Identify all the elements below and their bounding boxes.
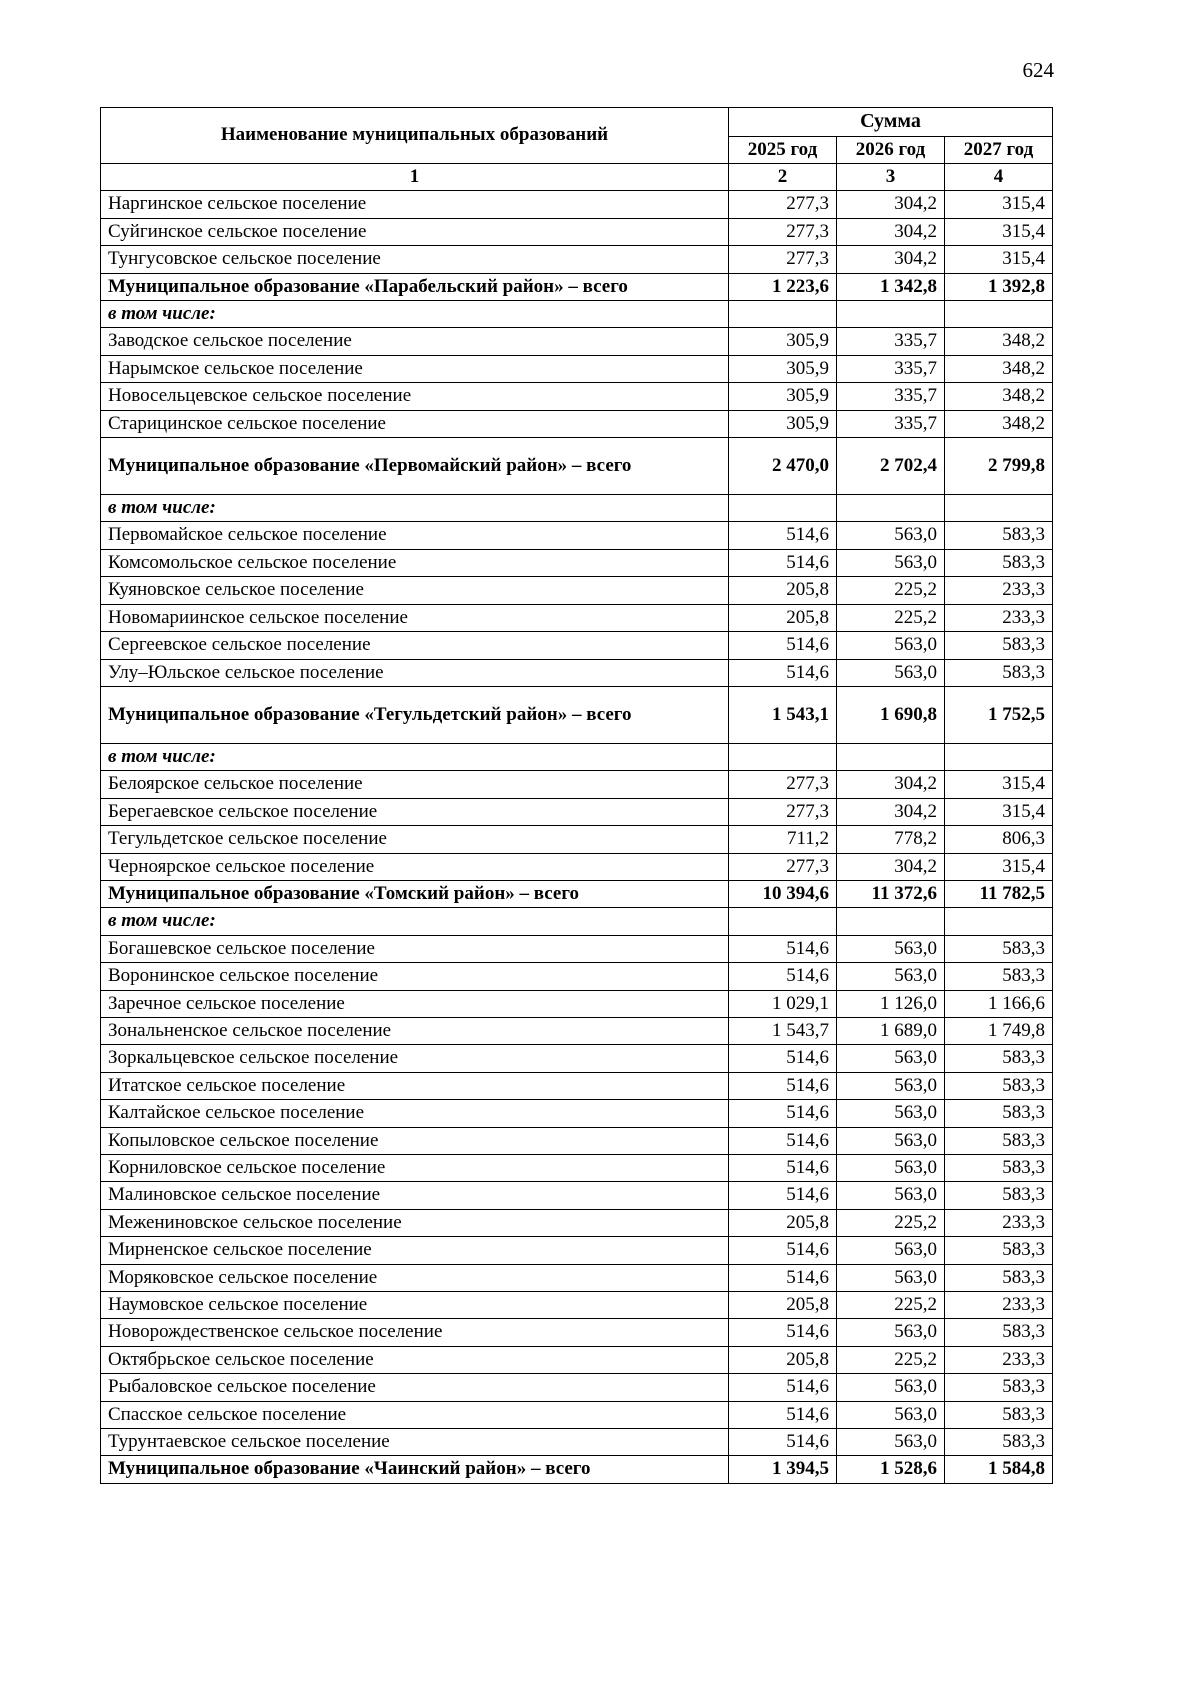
table-row xyxy=(101,577,1053,604)
row-value-2026: 563,0 xyxy=(837,1072,945,1099)
row-name: Улу–Юльское сельское поселение xyxy=(101,659,729,686)
table-row xyxy=(101,798,1053,825)
row-value-2026: 304,2 xyxy=(837,218,945,245)
table-row xyxy=(101,632,1053,659)
row-name: Белоярское сельское поселение xyxy=(101,771,729,798)
row-name: Наргинское сельское поселение xyxy=(101,191,729,218)
row-name: Муниципальное образование «Парабельский район» – всего xyxy=(101,273,729,300)
table-row xyxy=(101,246,1053,273)
row-value-2026: 563,0 xyxy=(837,1264,945,1291)
row-value-2025: 1 223,6 xyxy=(729,273,837,300)
row-value-2025: 514,6 xyxy=(729,1374,837,1401)
table-row xyxy=(101,826,1053,853)
page-number: 624 xyxy=(1022,58,1054,82)
row-value-2027: 583,3 xyxy=(945,1264,1053,1291)
subheader-blank-cell xyxy=(945,301,1053,328)
row-value-2025: 205,8 xyxy=(729,1209,837,1236)
row-value-2027: 583,3 xyxy=(945,1401,1053,1428)
row-name: Новомариинское сельское поселение xyxy=(101,604,729,631)
row-name: Нарымское сельское поселение xyxy=(101,355,729,382)
row-value-2025: 205,8 xyxy=(729,604,837,631)
row-value-2026: 563,0 xyxy=(837,1319,945,1346)
row-value-2026: 304,2 xyxy=(837,853,945,880)
row-value-2027: 1 166,6 xyxy=(945,990,1053,1017)
table-row xyxy=(101,990,1053,1017)
row-name: Первомайское сельское поселение xyxy=(101,522,729,549)
row-name: Куяновское сельское поселение xyxy=(101,577,729,604)
row-value-2025: 514,6 xyxy=(729,659,837,686)
subheader-blank-cell xyxy=(945,908,1053,935)
table-row xyxy=(101,383,1053,410)
row-value-2025: 277,3 xyxy=(729,798,837,825)
row-value-2027: 583,3 xyxy=(945,1155,1053,1182)
row-value-2025: 205,8 xyxy=(729,1346,837,1373)
row-value-2025: 514,6 xyxy=(729,632,837,659)
table-row xyxy=(101,191,1053,218)
subheader-blank-cell xyxy=(837,743,945,770)
row-value-2026: 563,0 xyxy=(837,1237,945,1264)
row-name: Октябрьское сельское поселение xyxy=(101,1346,729,1373)
row-value-2025: 514,6 xyxy=(729,1401,837,1428)
table-subheader-row xyxy=(101,495,1053,522)
row-value-2026: 563,0 xyxy=(837,632,945,659)
row-name: Тунгусовское сельское поселение xyxy=(101,246,729,273)
row-value-2027: 583,3 xyxy=(945,659,1053,686)
table-total-row xyxy=(101,686,1053,743)
table-row xyxy=(101,1100,1053,1127)
row-value-2027: 583,3 xyxy=(945,1237,1053,1264)
row-value-2026: 304,2 xyxy=(837,771,945,798)
row-value-2027: 583,3 xyxy=(945,1127,1053,1154)
row-name: Воронинское сельское поселение xyxy=(101,963,729,990)
header-sum-group: Сумма xyxy=(729,108,1053,137)
row-name: Заречное сельское поселение xyxy=(101,990,729,1017)
table-row xyxy=(101,604,1053,631)
row-value-2026: 225,2 xyxy=(837,1209,945,1236)
row-value-2027: 233,3 xyxy=(945,604,1053,631)
row-value-2025: 277,3 xyxy=(729,218,837,245)
table-row xyxy=(101,1429,1053,1456)
row-value-2026: 563,0 xyxy=(837,935,945,962)
row-value-2027: 315,4 xyxy=(945,218,1053,245)
row-name: Богашевское сельское поселение xyxy=(101,935,729,962)
column-number-1: 1 xyxy=(101,164,729,191)
row-value-2026: 563,0 xyxy=(837,1374,945,1401)
row-value-2026: 225,2 xyxy=(837,577,945,604)
row-name: Тегульдетское сельское поселение xyxy=(101,826,729,853)
table-row xyxy=(101,1045,1053,1072)
row-value-2026: 225,2 xyxy=(837,1346,945,1373)
row-name: Черноярское сельское поселение xyxy=(101,853,729,880)
row-value-2026: 1 689,0 xyxy=(837,1017,945,1044)
row-value-2025: 277,3 xyxy=(729,246,837,273)
header-year-2027: 2027 год xyxy=(945,136,1053,163)
row-name: Новосельцевское сельское поселение xyxy=(101,383,729,410)
column-number-4: 4 xyxy=(945,164,1053,191)
row-value-2026: 335,7 xyxy=(837,383,945,410)
row-name: Муниципальное образование «Тегульдетский район» – всего xyxy=(101,686,729,743)
row-value-2026: 563,0 xyxy=(837,1401,945,1428)
row-value-2025: 514,6 xyxy=(729,1237,837,1264)
table-total-row xyxy=(101,880,1053,907)
row-name: Калтайское сельское поселение xyxy=(101,1100,729,1127)
row-value-2027: 348,2 xyxy=(945,328,1053,355)
table-row xyxy=(101,1292,1053,1319)
row-name: Спасское сельское поселение xyxy=(101,1401,729,1428)
subheader-label: в том числе: xyxy=(101,743,729,770)
row-value-2026: 563,0 xyxy=(837,522,945,549)
row-name: Межениновское сельское поселение xyxy=(101,1209,729,1236)
table-header xyxy=(101,108,1053,191)
row-value-2027: 806,3 xyxy=(945,826,1053,853)
table-subheader-row xyxy=(101,908,1053,935)
table-total-row xyxy=(101,273,1053,300)
table-subheader-row xyxy=(101,301,1053,328)
row-value-2026: 2 702,4 xyxy=(837,438,945,495)
row-value-2025: 514,6 xyxy=(729,935,837,962)
row-value-2026: 563,0 xyxy=(837,1127,945,1154)
table-row xyxy=(101,1017,1053,1044)
row-value-2026: 563,0 xyxy=(837,1155,945,1182)
row-name: Малиновское сельское поселение xyxy=(101,1182,729,1209)
row-value-2025: 711,2 xyxy=(729,826,837,853)
row-value-2026: 304,2 xyxy=(837,191,945,218)
table-row xyxy=(101,1182,1053,1209)
row-value-2026: 304,2 xyxy=(837,798,945,825)
row-value-2025: 277,3 xyxy=(729,853,837,880)
table-row xyxy=(101,1346,1053,1373)
row-value-2027: 233,3 xyxy=(945,1346,1053,1373)
row-name: Комсомольское сельское поселение xyxy=(101,549,729,576)
row-value-2025: 1 543,7 xyxy=(729,1017,837,1044)
table-row xyxy=(101,410,1053,437)
subheader-blank-cell xyxy=(729,301,837,328)
row-value-2026: 778,2 xyxy=(837,826,945,853)
row-value-2026: 563,0 xyxy=(837,659,945,686)
row-value-2026: 304,2 xyxy=(837,246,945,273)
row-value-2025: 514,6 xyxy=(729,1182,837,1209)
row-value-2025: 1 394,5 xyxy=(729,1456,837,1483)
table-row xyxy=(101,1155,1053,1182)
row-value-2027: 315,4 xyxy=(945,771,1053,798)
row-value-2027: 233,3 xyxy=(945,1292,1053,1319)
row-value-2027: 583,3 xyxy=(945,549,1053,576)
row-value-2027: 1 392,8 xyxy=(945,273,1053,300)
table-row xyxy=(101,1264,1053,1291)
row-value-2027: 315,4 xyxy=(945,798,1053,825)
row-value-2025: 514,6 xyxy=(729,549,837,576)
table-row xyxy=(101,1237,1053,1264)
row-value-2027: 583,3 xyxy=(945,963,1053,990)
column-number-3: 3 xyxy=(837,164,945,191)
row-value-2026: 225,2 xyxy=(837,604,945,631)
row-value-2027: 1 752,5 xyxy=(945,686,1053,743)
row-value-2026: 11 372,6 xyxy=(837,880,945,907)
row-value-2027: 11 782,5 xyxy=(945,880,1053,907)
row-value-2027: 583,3 xyxy=(945,1319,1053,1346)
subheader-blank-cell xyxy=(837,495,945,522)
row-value-2025: 514,6 xyxy=(729,522,837,549)
table-body xyxy=(101,191,1053,1483)
row-name: Сергеевское сельское поселение xyxy=(101,632,729,659)
row-value-2025: 514,6 xyxy=(729,1100,837,1127)
row-value-2026: 1 690,8 xyxy=(837,686,945,743)
row-value-2025: 205,8 xyxy=(729,1292,837,1319)
row-value-2027: 583,3 xyxy=(945,522,1053,549)
row-name: Зональненское сельское поселение xyxy=(101,1017,729,1044)
row-value-2025: 305,9 xyxy=(729,355,837,382)
row-value-2027: 233,3 xyxy=(945,577,1053,604)
row-value-2026: 563,0 xyxy=(837,1100,945,1127)
row-value-2026: 563,0 xyxy=(837,1429,945,1456)
row-value-2026: 1 528,6 xyxy=(837,1456,945,1483)
table-row xyxy=(101,328,1053,355)
row-value-2026: 563,0 xyxy=(837,963,945,990)
table-total-row xyxy=(101,1456,1053,1483)
header-name-column: Наименование муниципальных образований xyxy=(101,108,729,164)
table-row xyxy=(101,1401,1053,1428)
subheader-blank-cell xyxy=(837,908,945,935)
row-name: Турунтаевское сельское поселение xyxy=(101,1429,729,1456)
row-name: Копыловское сельское поселение xyxy=(101,1127,729,1154)
table-row xyxy=(101,1319,1053,1346)
table-row xyxy=(101,549,1053,576)
row-value-2025: 514,6 xyxy=(729,1155,837,1182)
row-value-2026: 563,0 xyxy=(837,549,945,576)
row-value-2025: 514,6 xyxy=(729,963,837,990)
subheader-label: в том числе: xyxy=(101,495,729,522)
row-value-2026: 563,0 xyxy=(837,1182,945,1209)
row-value-2027: 1 749,8 xyxy=(945,1017,1053,1044)
row-value-2027: 583,3 xyxy=(945,1072,1053,1099)
table-row xyxy=(101,1374,1053,1401)
row-value-2027: 315,4 xyxy=(945,853,1053,880)
row-value-2027: 583,3 xyxy=(945,1182,1053,1209)
subheader-blank-cell xyxy=(837,301,945,328)
row-name: Новорождественское сельское поселение xyxy=(101,1319,729,1346)
table-row xyxy=(101,853,1053,880)
header-row-titles xyxy=(101,108,1053,137)
subheader-blank-cell xyxy=(945,743,1053,770)
row-value-2027: 315,4 xyxy=(945,246,1053,273)
row-value-2027: 315,4 xyxy=(945,191,1053,218)
row-value-2027: 348,2 xyxy=(945,355,1053,382)
row-value-2027: 583,3 xyxy=(945,1045,1053,1072)
subheader-blank-cell xyxy=(945,495,1053,522)
row-name: Корниловское сельское поселение xyxy=(101,1155,729,1182)
subheader-label: в том числе: xyxy=(101,301,729,328)
row-value-2025: 514,6 xyxy=(729,1127,837,1154)
table-row xyxy=(101,522,1053,549)
row-value-2025: 205,8 xyxy=(729,577,837,604)
row-value-2027: 583,3 xyxy=(945,632,1053,659)
row-value-2025: 514,6 xyxy=(729,1264,837,1291)
row-name: Моряковское сельское поселение xyxy=(101,1264,729,1291)
row-value-2025: 10 394,6 xyxy=(729,880,837,907)
subheader-blank-cell xyxy=(729,908,837,935)
row-name: Рыбаловское сельское поселение xyxy=(101,1374,729,1401)
row-value-2027: 583,3 xyxy=(945,1374,1053,1401)
row-value-2026: 225,2 xyxy=(837,1292,945,1319)
row-name: Муниципальное образование «Томский район» – всего xyxy=(101,880,729,907)
row-value-2026: 335,7 xyxy=(837,328,945,355)
row-name: Итатское сельское поселение xyxy=(101,1072,729,1099)
row-value-2025: 277,3 xyxy=(729,771,837,798)
row-name: Берегаевское сельское поселение xyxy=(101,798,729,825)
column-number-2: 2 xyxy=(729,164,837,191)
table-row xyxy=(101,935,1053,962)
table-row xyxy=(101,218,1053,245)
row-value-2025: 514,6 xyxy=(729,1319,837,1346)
header-year-2026: 2026 год xyxy=(837,136,945,163)
row-value-2025: 2 470,0 xyxy=(729,438,837,495)
row-name: Мирненское сельское поселение xyxy=(101,1237,729,1264)
row-name: Наумовское сельское поселение xyxy=(101,1292,729,1319)
row-value-2027: 348,2 xyxy=(945,383,1053,410)
row-value-2026: 1 126,0 xyxy=(837,990,945,1017)
row-value-2025: 1 543,1 xyxy=(729,686,837,743)
table-row xyxy=(101,659,1053,686)
subheader-label: в том числе: xyxy=(101,908,729,935)
row-value-2025: 305,9 xyxy=(729,383,837,410)
row-value-2026: 335,7 xyxy=(837,410,945,437)
row-value-2025: 305,9 xyxy=(729,410,837,437)
row-value-2025: 514,6 xyxy=(729,1429,837,1456)
row-name: Суйгинское сельское поселение xyxy=(101,218,729,245)
row-value-2025: 277,3 xyxy=(729,191,837,218)
row-value-2026: 1 342,8 xyxy=(837,273,945,300)
subheader-blank-cell xyxy=(729,743,837,770)
row-name: Старицинское сельское поселение xyxy=(101,410,729,437)
row-value-2025: 514,6 xyxy=(729,1072,837,1099)
table-row xyxy=(101,1072,1053,1099)
table-row xyxy=(101,1127,1053,1154)
header-row-numbers xyxy=(101,164,1053,191)
budget-table xyxy=(100,107,1053,1484)
table-subheader-row xyxy=(101,743,1053,770)
row-value-2026: 335,7 xyxy=(837,355,945,382)
row-value-2027: 583,3 xyxy=(945,1429,1053,1456)
row-value-2027: 233,3 xyxy=(945,1209,1053,1236)
subheader-blank-cell xyxy=(729,495,837,522)
table-total-row xyxy=(101,438,1053,495)
row-value-2027: 348,2 xyxy=(945,410,1053,437)
table-row xyxy=(101,355,1053,382)
row-value-2025: 514,6 xyxy=(729,1045,837,1072)
row-value-2027: 583,3 xyxy=(945,935,1053,962)
row-value-2025: 305,9 xyxy=(729,328,837,355)
header-year-2025: 2025 год xyxy=(729,136,837,163)
row-name: Заводское сельское поселение xyxy=(101,328,729,355)
row-name: Муниципальное образование «Чаинский район» – всего xyxy=(101,1456,729,1483)
row-value-2026: 563,0 xyxy=(837,1045,945,1072)
row-value-2025: 1 029,1 xyxy=(729,990,837,1017)
row-value-2027: 583,3 xyxy=(945,1100,1053,1127)
table-row xyxy=(101,963,1053,990)
row-name: Муниципальное образование «Первомайский район» – всего xyxy=(101,438,729,495)
table-row xyxy=(101,1209,1053,1236)
row-name: Зоркальцевское сельское поселение xyxy=(101,1045,729,1072)
table-row xyxy=(101,771,1053,798)
row-value-2027: 1 584,8 xyxy=(945,1456,1053,1483)
row-value-2027: 2 799,8 xyxy=(945,438,1053,495)
